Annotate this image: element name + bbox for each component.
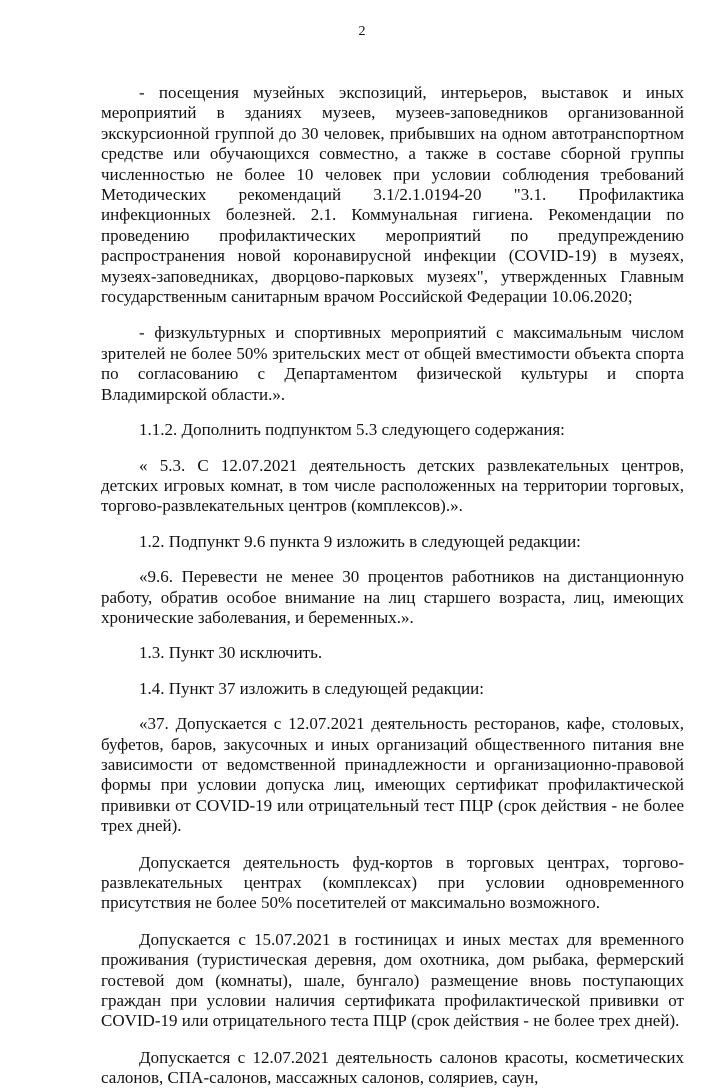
page-number: 2 (358, 24, 366, 39)
paragraph-amend-1-4: 1.4. Пункт 37 изложить в следующей редакции: (139, 678, 484, 698)
paragraph-amend-1-3: 1.3. Пункт 30 исключить. (139, 643, 323, 663)
paragraph-amend-1-1-2: 1.1.2. Дополнить подпунктом 5.3 следующего содержания: (139, 420, 565, 440)
paragraph-beauty-salons: Допускается с 12.07.2021 деятельность салонов красоты, косметических салонов, СПА-салонов, массажных салонов, соляриев, саун, (101, 1047, 684, 1088)
paragraph-amend-1-2: 1.2. Подпункт 9.6 пункта 9 изложить в следующей редакции: (139, 531, 581, 551)
paragraph-hotels: Допускается с 15.07.2021 в гостиницах и иных местах для временного проживания (туристическая деревня, дом охотника, дом рыбака, фермерский гостевой дом (комнаты), шале, бунгало) размещение вновь поступающих граждан при условии наличия сертификата профилактической прививки от COVID-19 или отрицательного теста ПЦР (срок действия - не более трех дней). (101, 929, 684, 1031)
paragraph-food-courts: Допускается деятельность фуд-кортов в торговых центрах, торгово-развлекательных центрах (комплексах) при условии одновременного присутствия не более 50% посетителей от максимально возможного. (101, 852, 684, 913)
paragraph-sport-events: - физкультурных и спортивных мероприятий с максимальным числом зрителей не более 50% зрительских мест от общей вместимости объекта спорта по согласованию с Департаментом физической культуры и спорта Владимирской области.». (101, 323, 684, 404)
paragraph-item-9-6: «9.6. Перевести не менее 30 процентов работников на дистанционную работу, обратив особое внимание на лиц старшего возраста, лиц, имеющих хронические заболевания, и беременных.». (101, 567, 684, 627)
paragraph-item-5-3: « 5.3. С 12.07.2021 деятельность детских развлекательных центров, детских игровых комнат, в том числе расположенных на территории торговых, торгово-развлекательных центров (комплексов).». (101, 455, 684, 516)
paragraph-museum-visits: - посещения музейных экспозиций, интерьеров, выставок и иных мероприятий в зданиях музеев, музеев-заповедников организованной экскурсионной группой до 30 человек, прибывших на одном автотранспортном средстве или обучающихся совместно, а также в составе сборной группы численностью не более 10 человек при условии соблюдения требований Методических рекомендаций 3.1/2.1.0194-20 "3.1. Профилактика инфекционных болезней. 2.1. Коммунальная гигиена. Рекомендации по проведению профилактических мероприятий по предупреждению распространения новой коронавирусной инфекции (COVID-19) в музеях, музеях-заповедниках, дворцово-парковых музеях", утвержденных Главным государственным санитарным врачом Российской Федерации 10.06.2020; (101, 83, 684, 307)
paragraph-item-37: «37. Допускается с 12.07.2021 деятельность ресторанов, кафе, столовых, буфетов, баров, закусочных и иных организаций общественного питания вне зависимости от ведомственной принадлежности и организационно-правовой формы при условии допуска лиц, имеющих сертификат профилактической прививки от COVID-19 или отрицательный тест ПЦР (срок действия - не более трех дней). (101, 714, 684, 836)
document-body (101, 83, 684, 1089)
